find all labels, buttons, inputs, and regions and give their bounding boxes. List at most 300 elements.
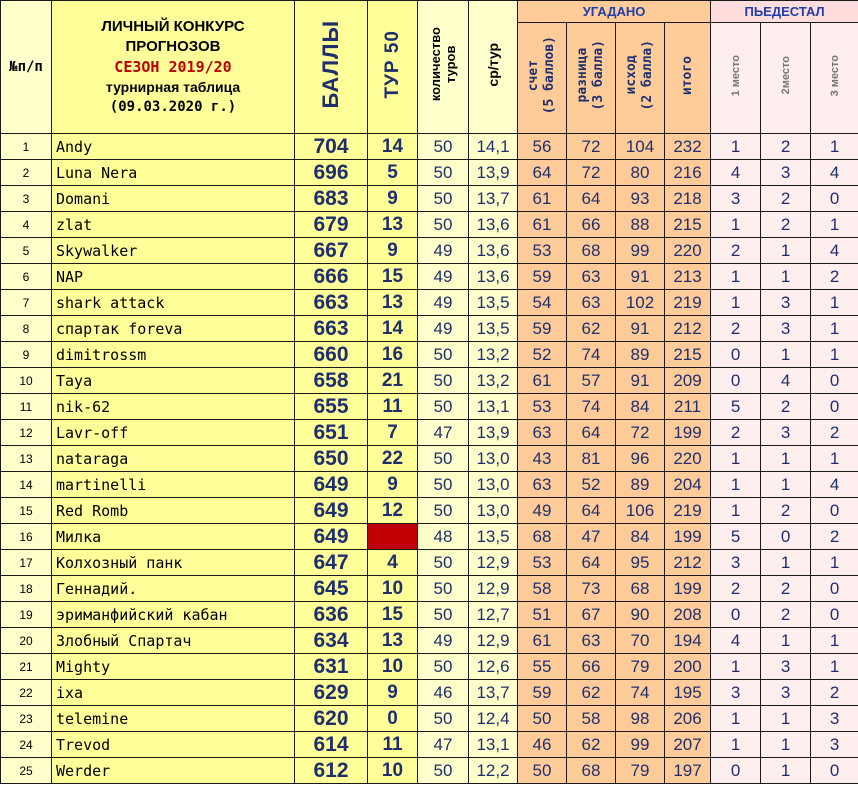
guessed-score-cell: 56 (518, 134, 567, 160)
guessed-outcome-cell: 88 (616, 212, 665, 238)
tour-points-cell: 22 (368, 446, 418, 472)
avg-per-tour-cell: 14,1 (469, 134, 518, 160)
second-place-cell: 3 (761, 420, 811, 446)
third-place-cell: 1 (811, 212, 858, 238)
points-cell: 658 (295, 368, 368, 394)
guessed-total-cell: 232 (665, 134, 711, 160)
table-row (1, 628, 858, 654)
avg-per-tour-cell: 12,9 (469, 576, 518, 602)
second-place-cell: 2 (761, 394, 811, 420)
guessed-score-cell: 49 (518, 498, 567, 524)
tours-count-cell: 50 (418, 134, 469, 160)
player-name: Luna Nera (52, 160, 295, 186)
tours-count-cell: 50 (418, 186, 469, 212)
third-place-cell: 1 (811, 654, 858, 680)
points-cell: 620 (295, 706, 368, 732)
guessed-diff-cell: 68 (567, 758, 616, 784)
guessed-score-cell: 55 (518, 654, 567, 680)
tour-points-cell (368, 524, 418, 550)
tours-count-cell: 50 (418, 394, 469, 420)
tour-points-cell: 12 (368, 498, 418, 524)
player-name: Геннадий. (52, 576, 295, 602)
guessed-total-cell: 219 (665, 498, 711, 524)
tours-count-cell: 50 (418, 576, 469, 602)
points-cell: 614 (295, 732, 368, 758)
guessed-diff-cell: 64 (567, 498, 616, 524)
avg-per-tour-cell: 12,7 (469, 602, 518, 628)
guessed-score-cell: 53 (518, 550, 567, 576)
guessed-diff-cell: 66 (567, 654, 616, 680)
points-cell: 649 (295, 524, 368, 550)
third-place-cell: 1 (811, 316, 858, 342)
tour-points-cell: 13 (368, 628, 418, 654)
row-number: 11 (1, 394, 52, 420)
tour-points-cell: 9 (368, 680, 418, 706)
guessed-diff-cell: 64 (567, 550, 616, 576)
guessed-diff-cell: 58 (567, 706, 616, 732)
player-name: Милка (52, 524, 295, 550)
avg-per-tour-cell: 13,5 (469, 316, 518, 342)
second-place-cell: 1 (761, 758, 811, 784)
guessed-outcome-cell: 91 (616, 368, 665, 394)
guessed-score-cell: 61 (518, 186, 567, 212)
second-place-cell: 1 (761, 472, 811, 498)
avg-per-tour-cell: 12,4 (469, 706, 518, 732)
second-place-cell: 2 (761, 212, 811, 238)
guessed-diff-cell: 72 (567, 134, 616, 160)
player-name: zlat (52, 212, 295, 238)
player-name: Taya (52, 368, 295, 394)
first-place-cell: 1 (711, 472, 761, 498)
tours-count-cell: 50 (418, 446, 469, 472)
second-place-cell: 1 (761, 550, 811, 576)
third-place-cell: 0 (811, 394, 858, 420)
tour-points-cell: 15 (368, 264, 418, 290)
points-cell: 649 (295, 498, 368, 524)
tour-points-cell: 16 (368, 342, 418, 368)
avg-per-tour-cell: 13,6 (469, 212, 518, 238)
guessed-diff-cell: 64 (567, 186, 616, 212)
date-label: (09.03.2020 г.) (109, 99, 237, 115)
guessed-diff-cell: 74 (567, 342, 616, 368)
title-block (52, 1, 295, 134)
table-row (1, 576, 858, 602)
avg-per-tour-cell: 13,5 (469, 524, 518, 550)
guessed-outcome-cell: 84 (616, 524, 665, 550)
guessed-score-cell: 61 (518, 368, 567, 394)
guessed-outcome-cell: 72 (616, 420, 665, 446)
second-place-cell: 0 (761, 524, 811, 550)
balls-header: БАЛЛЫ (295, 1, 368, 134)
points-cell: 683 (295, 186, 368, 212)
row-number: 10 (1, 368, 52, 394)
tour-points-cell: 11 (368, 394, 418, 420)
table-row (1, 446, 858, 472)
points-cell: 655 (295, 394, 368, 420)
row-number: 4 (1, 212, 52, 238)
second-place-cell: 2 (761, 576, 811, 602)
table-row (1, 342, 858, 368)
guessed-total-cell: 199 (665, 576, 711, 602)
table-row (1, 680, 858, 706)
guessed-score-cell: 53 (518, 394, 567, 420)
table-row (1, 368, 858, 394)
first-place-cell: 5 (711, 524, 761, 550)
guessed-diff-cell: 63 (567, 264, 616, 290)
third-place-cell: 1 (811, 446, 858, 472)
guessed-total-cell: 212 (665, 550, 711, 576)
outcome-header: исход (2 балла) (616, 23, 665, 134)
guessed-outcome-cell: 79 (616, 654, 665, 680)
guessed-diff-cell: 67 (567, 602, 616, 628)
points-cell: 696 (295, 160, 368, 186)
place2-header: 2место (761, 23, 811, 134)
third-place-cell: 0 (811, 186, 858, 212)
first-place-cell: 0 (711, 758, 761, 784)
tours-count-cell: 50 (418, 498, 469, 524)
row-number: 16 (1, 524, 52, 550)
tours-count-cell: 49 (418, 316, 469, 342)
guessed-outcome-cell: 106 (616, 498, 665, 524)
tour-points-cell: 13 (368, 212, 418, 238)
third-place-cell: 1 (811, 342, 858, 368)
table-row (1, 602, 858, 628)
tour-points-cell: 0 (368, 706, 418, 732)
tours-count-cell: 49 (418, 264, 469, 290)
row-number: 24 (1, 732, 52, 758)
tours-count-cell: 49 (418, 290, 469, 316)
count-header: количество туров (418, 1, 469, 134)
points-cell: 663 (295, 316, 368, 342)
tour-points-cell: 13 (368, 290, 418, 316)
tour-points-cell: 11 (368, 732, 418, 758)
guessed-diff-cell: 47 (567, 524, 616, 550)
guessed-group-header: УГАДАНО (518, 1, 711, 23)
avg-header: ср/тур (469, 1, 518, 134)
third-place-cell: 2 (811, 420, 858, 446)
player-name: спартак foreva (52, 316, 295, 342)
first-place-cell: 1 (711, 706, 761, 732)
first-place-cell: 2 (711, 238, 761, 264)
first-place-cell: 3 (711, 680, 761, 706)
tours-count-cell: 47 (418, 732, 469, 758)
row-number: 13 (1, 446, 52, 472)
guessed-total-cell: 219 (665, 290, 711, 316)
tours-count-cell: 50 (418, 602, 469, 628)
third-place-cell: 0 (811, 758, 858, 784)
guessed-outcome-cell: 70 (616, 628, 665, 654)
tour-points-cell: 5 (368, 160, 418, 186)
guessed-diff-cell: 52 (567, 472, 616, 498)
avg-per-tour-cell: 13,9 (469, 420, 518, 446)
avg-per-tour-cell: 12,2 (469, 758, 518, 784)
guessed-score-cell: 63 (518, 472, 567, 498)
third-place-cell: 0 (811, 498, 858, 524)
second-place-cell: 1 (761, 264, 811, 290)
tours-count-cell: 49 (418, 238, 469, 264)
player-name: Mighty (52, 654, 295, 680)
guessed-total-cell: 204 (665, 472, 711, 498)
row-number: 25 (1, 758, 52, 784)
guessed-diff-cell: 62 (567, 732, 616, 758)
guessed-outcome-cell: 89 (616, 472, 665, 498)
tours-count-cell: 48 (418, 524, 469, 550)
table-row (1, 212, 858, 238)
first-place-cell: 4 (711, 628, 761, 654)
row-number: 22 (1, 680, 52, 706)
row-number: 9 (1, 342, 52, 368)
third-place-cell: 4 (811, 472, 858, 498)
tours-count-cell: 50 (418, 654, 469, 680)
player-name: telemine (52, 706, 295, 732)
first-place-cell: 1 (711, 498, 761, 524)
avg-per-tour-cell: 13,2 (469, 368, 518, 394)
avg-per-tour-cell: 13,5 (469, 290, 518, 316)
guessed-outcome-cell: 104 (616, 134, 665, 160)
guessed-total-cell: 199 (665, 420, 711, 446)
second-place-cell: 3 (761, 160, 811, 186)
points-cell: 636 (295, 602, 368, 628)
table-row (1, 394, 858, 420)
player-name: Domani (52, 186, 295, 212)
guessed-outcome-cell: 102 (616, 290, 665, 316)
points-cell: 634 (295, 628, 368, 654)
guessed-outcome-cell: 99 (616, 732, 665, 758)
guessed-score-cell: 59 (518, 316, 567, 342)
avg-per-tour-cell: 13,0 (469, 446, 518, 472)
tours-count-cell: 46 (418, 680, 469, 706)
points-cell: 679 (295, 212, 368, 238)
player-name: Red Romb (52, 498, 295, 524)
player-name: Злобный Спартач (52, 628, 295, 654)
row-number: 8 (1, 316, 52, 342)
guessed-diff-cell: 57 (567, 368, 616, 394)
guessed-total-cell: 197 (665, 758, 711, 784)
title-line2: ПРОГНОЗОВ (125, 38, 221, 55)
guessed-total-cell: 200 (665, 654, 711, 680)
table-row (1, 160, 858, 186)
tours-count-cell: 50 (418, 160, 469, 186)
guessed-diff-cell: 72 (567, 160, 616, 186)
tour-points-cell: 10 (368, 576, 418, 602)
third-place-cell: 1 (811, 290, 858, 316)
guessed-diff-cell: 63 (567, 628, 616, 654)
tour-points-cell: 9 (368, 186, 418, 212)
avg-per-tour-cell: 13,7 (469, 680, 518, 706)
avg-per-tour-cell: 13,9 (469, 160, 518, 186)
third-place-cell: 0 (811, 576, 858, 602)
guessed-total-cell: 209 (665, 368, 711, 394)
third-place-cell: 2 (811, 680, 858, 706)
third-place-cell: 2 (811, 264, 858, 290)
guessed-total-cell: 194 (665, 628, 711, 654)
second-place-cell: 1 (761, 238, 811, 264)
guessed-score-cell: 59 (518, 680, 567, 706)
second-place-cell: 2 (761, 498, 811, 524)
guessed-outcome-cell: 91 (616, 264, 665, 290)
tour-points-cell: 14 (368, 316, 418, 342)
row-number: 20 (1, 628, 52, 654)
guessed-diff-cell: 68 (567, 238, 616, 264)
guessed-total-cell: 215 (665, 342, 711, 368)
tour-points-cell: 10 (368, 654, 418, 680)
table-row (1, 758, 858, 784)
first-place-cell: 0 (711, 602, 761, 628)
player-name: NAP (52, 264, 295, 290)
player-name: Trevod (52, 732, 295, 758)
tour-points-cell: 10 (368, 758, 418, 784)
title-line1: ЛИЧНЫЙ КОНКУРС (101, 18, 245, 35)
avg-per-tour-cell: 13,0 (469, 472, 518, 498)
third-place-cell: 1 (811, 550, 858, 576)
player-name: ixa (52, 680, 295, 706)
guessed-outcome-cell: 84 (616, 394, 665, 420)
points-cell: 649 (295, 472, 368, 498)
second-place-cell: 1 (761, 628, 811, 654)
second-place-cell: 1 (761, 732, 811, 758)
row-number: 19 (1, 602, 52, 628)
points-cell: 629 (295, 680, 368, 706)
table-row (1, 316, 858, 342)
table-row (1, 238, 858, 264)
first-place-cell: 0 (711, 368, 761, 394)
guessed-score-cell: 64 (518, 160, 567, 186)
guessed-score-cell: 54 (518, 290, 567, 316)
second-place-cell: 3 (761, 654, 811, 680)
points-cell: 663 (295, 290, 368, 316)
guessed-total-cell: 213 (665, 264, 711, 290)
player-name: shark attack (52, 290, 295, 316)
second-place-cell: 2 (761, 134, 811, 160)
points-cell: 704 (295, 134, 368, 160)
guessed-score-cell: 53 (518, 238, 567, 264)
player-name: martinelli (52, 472, 295, 498)
guessed-outcome-cell: 95 (616, 550, 665, 576)
place3-header: 3 место (811, 23, 858, 134)
guessed-outcome-cell: 74 (616, 680, 665, 706)
guessed-total-cell: 216 (665, 160, 711, 186)
second-place-cell: 1 (761, 446, 811, 472)
first-place-cell: 3 (711, 550, 761, 576)
table-row (1, 550, 858, 576)
guessed-diff-cell: 62 (567, 680, 616, 706)
player-name: эриманфийский кабан (52, 602, 295, 628)
guessed-score-cell: 50 (518, 758, 567, 784)
table-row (1, 524, 858, 550)
guessed-outcome-cell: 99 (616, 238, 665, 264)
avg-per-tour-cell: 13,2 (469, 342, 518, 368)
avg-per-tour-cell: 13,1 (469, 732, 518, 758)
guessed-outcome-cell: 89 (616, 342, 665, 368)
first-place-cell: 1 (711, 446, 761, 472)
guessed-total-cell: 220 (665, 238, 711, 264)
tour-points-cell: 7 (368, 420, 418, 446)
guessed-total-cell: 211 (665, 394, 711, 420)
third-place-cell: 2 (811, 524, 858, 550)
third-place-cell: 0 (811, 602, 858, 628)
guessed-total-cell: 207 (665, 732, 711, 758)
row-number: 3 (1, 186, 52, 212)
avg-per-tour-cell: 12,9 (469, 550, 518, 576)
guessed-outcome-cell: 98 (616, 706, 665, 732)
avg-per-tour-cell: 13,0 (469, 498, 518, 524)
table-row (1, 264, 858, 290)
second-place-cell: 2 (761, 186, 811, 212)
first-place-cell: 2 (711, 316, 761, 342)
player-name: nataraga (52, 446, 295, 472)
guessed-outcome-cell: 93 (616, 186, 665, 212)
row-number: 21 (1, 654, 52, 680)
table-row (1, 498, 858, 524)
total-header: итого (665, 23, 711, 134)
third-place-cell: 3 (811, 732, 858, 758)
guessed-total-cell: 215 (665, 212, 711, 238)
tours-count-cell: 50 (418, 758, 469, 784)
player-name: Skywalker (52, 238, 295, 264)
tours-count-cell: 50 (418, 342, 469, 368)
tours-count-cell: 50 (418, 368, 469, 394)
row-number: 15 (1, 498, 52, 524)
first-place-cell: 2 (711, 420, 761, 446)
subtitle: турнирная таблица (105, 79, 241, 95)
avg-per-tour-cell: 12,6 (469, 654, 518, 680)
diff-header: разница (3 балла) (567, 23, 616, 134)
row-number: 12 (1, 420, 52, 446)
guessed-score-cell: 61 (518, 212, 567, 238)
guessed-total-cell: 208 (665, 602, 711, 628)
third-place-cell: 1 (811, 628, 858, 654)
tour-points-cell: 15 (368, 602, 418, 628)
second-place-cell: 3 (761, 316, 811, 342)
guessed-diff-cell: 64 (567, 420, 616, 446)
first-place-cell: 1 (711, 654, 761, 680)
row-number: 7 (1, 290, 52, 316)
guessed-score-cell: 63 (518, 420, 567, 446)
tours-count-cell: 50 (418, 550, 469, 576)
guessed-diff-cell: 62 (567, 316, 616, 342)
player-name: dimitrossm (52, 342, 295, 368)
tours-count-cell: 49 (418, 628, 469, 654)
row-number: 5 (1, 238, 52, 264)
tour-points-cell: 4 (368, 550, 418, 576)
second-place-cell: 4 (761, 368, 811, 394)
first-place-cell: 1 (711, 264, 761, 290)
guessed-score-cell: 51 (518, 602, 567, 628)
third-place-cell: 0 (811, 368, 858, 394)
score-header: счет (5 баллов) (518, 23, 567, 134)
player-name: Werder (52, 758, 295, 784)
table-row (1, 654, 858, 680)
second-place-cell: 1 (761, 342, 811, 368)
third-place-cell: 3 (811, 706, 858, 732)
table-row (1, 706, 858, 732)
points-cell: 647 (295, 550, 368, 576)
guessed-total-cell: 212 (665, 316, 711, 342)
guessed-outcome-cell: 80 (616, 160, 665, 186)
row-number: 14 (1, 472, 52, 498)
first-place-cell: 1 (711, 290, 761, 316)
avg-per-tour-cell: 13,1 (469, 394, 518, 420)
tour-points-cell: 14 (368, 134, 418, 160)
second-place-cell: 2 (761, 602, 811, 628)
points-cell: 660 (295, 342, 368, 368)
guessed-total-cell: 199 (665, 524, 711, 550)
player-name: Lavr-off (52, 420, 295, 446)
table-row (1, 472, 858, 498)
guessed-score-cell: 43 (518, 446, 567, 472)
row-number: 17 (1, 550, 52, 576)
guessed-outcome-cell: 79 (616, 758, 665, 784)
